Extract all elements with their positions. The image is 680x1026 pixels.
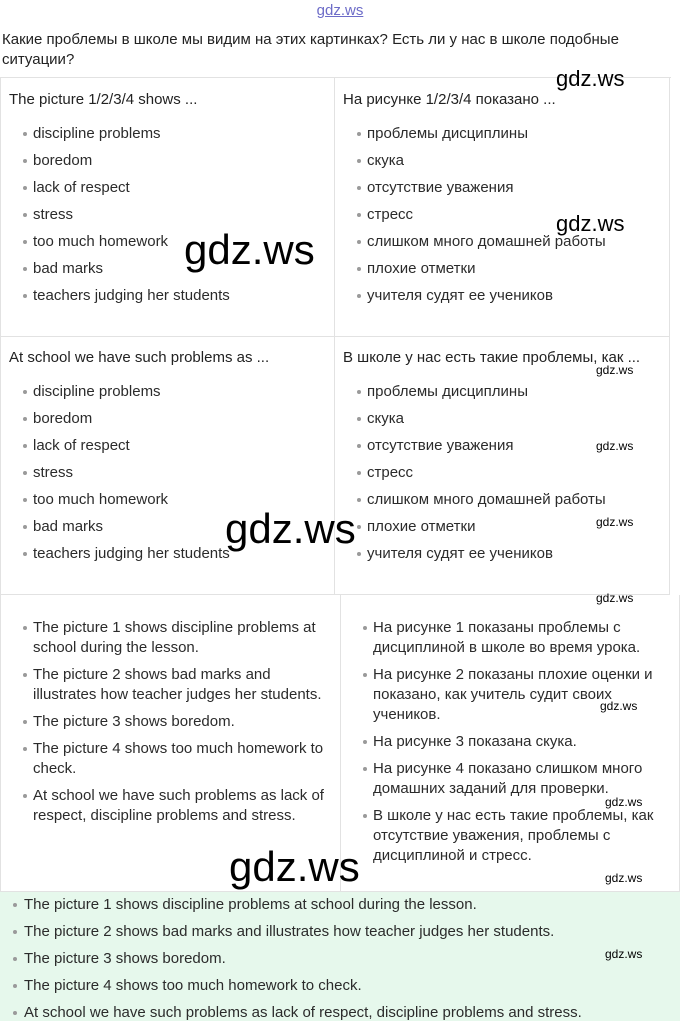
list-item: слишком много домашней работы xyxy=(357,228,669,255)
vocab-table-1 xyxy=(0,77,671,337)
watermark: gdz.ws xyxy=(600,699,638,713)
list-item: discipline problems xyxy=(23,120,334,147)
list-item: слишком много домашней работы xyxy=(357,486,669,513)
list-item: boredom xyxy=(23,405,334,432)
table1-left-heading: The picture 1/2/3/4 shows ... xyxy=(9,91,198,108)
table1-left-list xyxy=(1,120,334,309)
list-item: stress xyxy=(23,201,334,228)
list-item: проблемы дисциплины xyxy=(357,120,669,147)
list-item: скука xyxy=(357,147,669,174)
watermark: gdz.ws xyxy=(556,66,625,91)
list-item: too much homework xyxy=(23,486,334,513)
list-item: bad marks xyxy=(23,513,334,540)
watermark: gdz.ws xyxy=(596,439,634,453)
list-item: too much homework xyxy=(23,228,334,255)
watermark: gdz.ws xyxy=(229,843,360,890)
question-text: Какие проблемы в школе мы видим на этих картинках? Есть ли у нас в школе подобные ситуации? xyxy=(2,31,619,68)
table1-left-cell xyxy=(1,78,335,337)
list-item: The picture 1 shows discipline problems at school during the lesson. xyxy=(23,618,334,658)
site-logo[interactable]: gdz.ws xyxy=(316,2,364,19)
list-item: At school we have such problems as lack of respect, discipline problems and stress. xyxy=(0,999,680,1026)
list-item: учителя судят ее учеников xyxy=(357,540,669,567)
list-item: отсутствие уважения xyxy=(357,432,669,459)
table1-right-heading: На рисунке 1/2/3/4 показано ... xyxy=(343,91,556,108)
list-item: The picture 3 shows boredom. xyxy=(23,712,334,732)
list-item: stress xyxy=(23,459,334,486)
list-item: boredom xyxy=(23,147,334,174)
table2-left-cell xyxy=(1,336,335,595)
answer-block xyxy=(0,892,680,1021)
list-item: плохие отметки xyxy=(357,513,669,540)
list-item: discipline problems xyxy=(23,378,334,405)
list-item: lack of respect xyxy=(23,432,334,459)
list-item: На рисунке 2 показаны плохие оценки и показано, как учитель судит своих учеников. xyxy=(363,665,673,725)
list-item: скука xyxy=(357,405,669,432)
watermark: gdz.ws xyxy=(596,515,634,529)
watermark: gdz.ws xyxy=(184,226,315,273)
list-item: The picture 2 shows bad marks and illustrates how teacher judges her students. xyxy=(23,665,334,705)
list-item: учителя судят ее учеников xyxy=(357,282,669,309)
list-item: стресс xyxy=(357,459,669,486)
list-item: отсутствие уважения xyxy=(357,174,669,201)
table2-right-heading: В школе у нас есть такие проблемы, как ... xyxy=(343,349,641,366)
list-item: стресс xyxy=(357,201,669,228)
list-item: The picture 4 shows too much homework to check. xyxy=(23,739,334,779)
watermark: gdz.ws xyxy=(225,505,356,552)
list-item: В школе у нас есть такие проблемы, как отсутствие уважения, проблемы с дисциплиной и стресс. xyxy=(363,806,673,866)
watermark: gdz.ws xyxy=(605,947,643,961)
watermark: gdz.ws xyxy=(605,871,643,885)
answer-list xyxy=(0,891,680,1026)
list-item: The picture 3 shows boredom. xyxy=(0,945,680,972)
list-item: teachers judging her students xyxy=(23,540,334,567)
list-item: На рисунке 4 показано слишком много домашних заданий для проверки. xyxy=(363,759,673,799)
list-item: проблемы дисциплины xyxy=(357,378,669,405)
watermark: gdz.ws xyxy=(596,591,634,605)
list-item: плохие отметки xyxy=(357,255,669,282)
list-item: At school we have such problems as lack of respect, discipline problems and stress. xyxy=(23,786,334,826)
vocab-table-2 xyxy=(0,336,671,595)
table3-right-cell xyxy=(341,595,680,892)
list-item: bad marks xyxy=(23,255,334,282)
list-item: teachers judging her students xyxy=(23,282,334,309)
watermark: gdz.ws xyxy=(596,363,634,377)
table3-right-list xyxy=(341,618,679,866)
list-item: The picture 4 shows too much homework to check. xyxy=(0,972,680,999)
list-item: На рисунке 1 показаны проблемы с дисциплиной в школе во время урока. xyxy=(363,618,673,658)
list-item: lack of respect xyxy=(23,174,334,201)
list-item: The picture 1 shows discipline problems at school during the lesson. xyxy=(0,891,680,918)
watermark: gdz.ws xyxy=(556,211,625,236)
table3-left-list xyxy=(1,618,340,826)
table2-left-heading: At school we have such problems as ... xyxy=(9,349,270,366)
table1-right-cell xyxy=(335,78,670,337)
list-item: На рисунке 3 показана скука. xyxy=(363,732,673,752)
watermark: gdz.ws xyxy=(605,795,643,809)
list-item: The picture 2 shows bad marks and illustrates how teacher judges her students. xyxy=(0,918,680,945)
table2-right-list xyxy=(335,378,669,567)
